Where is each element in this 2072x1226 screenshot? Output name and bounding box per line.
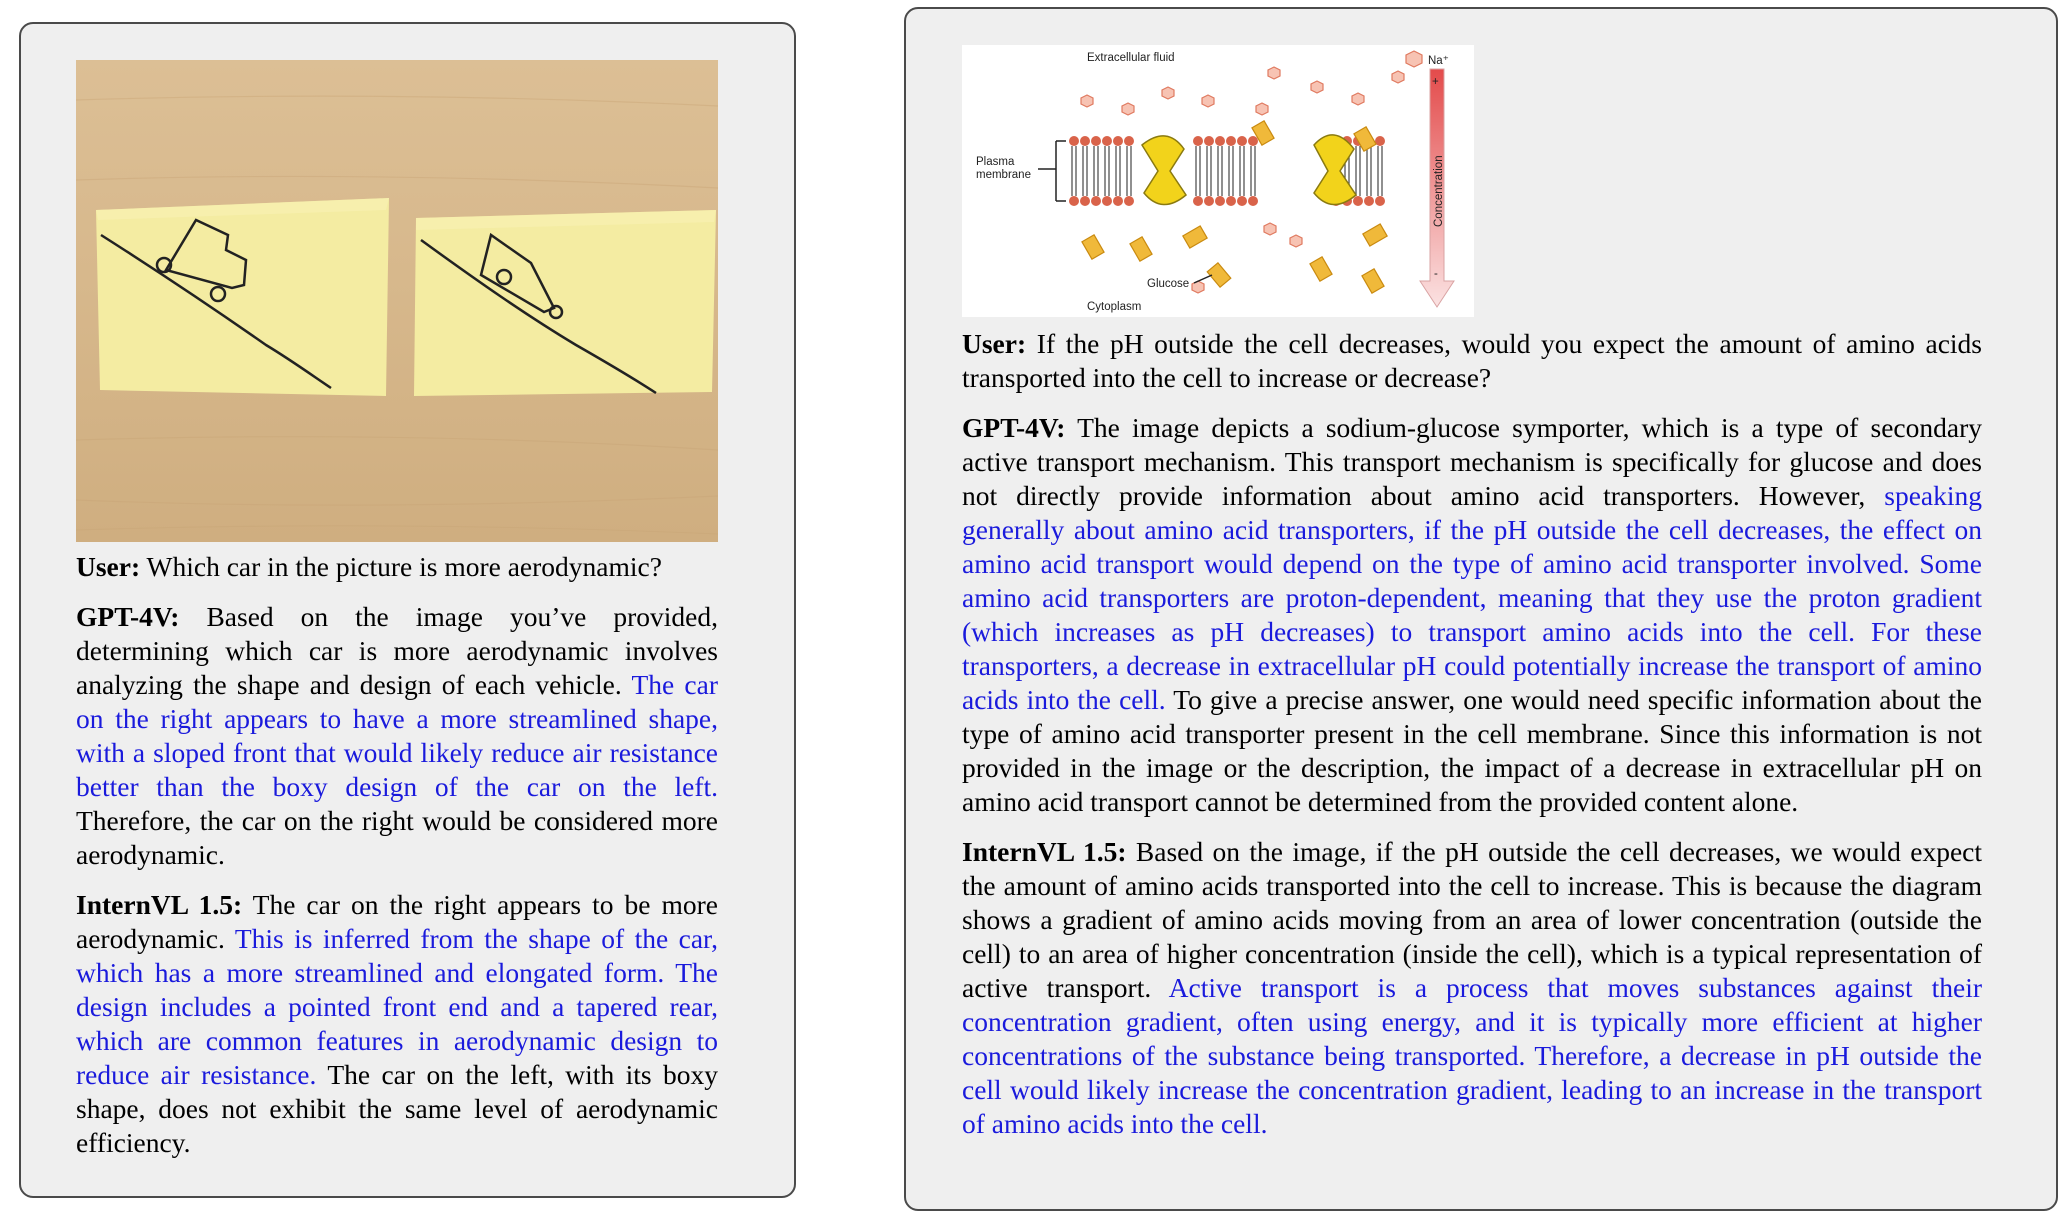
label-extracellular: Extracellular fluid <box>1087 52 1175 64</box>
label-membrane: membrane <box>976 169 1031 181</box>
symporter-protein-icon <box>1142 135 1356 205</box>
label-plasma: Plasma <box>976 156 1015 168</box>
car-sketch-illustration <box>76 60 718 542</box>
right-example-panel <box>904 7 2058 1211</box>
question-text: If the pH outside the cell decreases, would you expect the amount of amino acids transported into the cell to increase or decrease? <box>962 328 1983 393</box>
user-question <box>76 550 718 584</box>
symporter-diagram <box>962 45 1474 317</box>
left-dialogue <box>76 550 718 1176</box>
speaker-user: User: <box>962 328 1027 359</box>
label-concentration: Concentration <box>1433 155 1445 227</box>
label-minus: - <box>1434 268 1438 280</box>
answer-highlight: speaking generally about amino acid transporters, if the pH outside the cell decreases, the effect on amino acid transport would depend on the type of amino acid transporter involved. Some amino acid transporters are proton-dependent, meaning that they use the proton gradient (which increases as pH decreases) to transport amino acids into the cell. For these transporters, a decrease in extracellular pH could potentially increase the transport of amino acids into the cell. <box>962 480 1983 715</box>
answer-highlight: This is inferred from the shape of the car, which has a more streamlined and elongated form. The design includes a pointed front end and a tapered rear, which are common features in aerodynamic design to reduce air resistance. <box>76 923 718 1090</box>
speaker-internvl: InternVL 1.5: <box>76 889 243 920</box>
left-example-panel <box>19 22 796 1198</box>
sodium-ion-legend-icon <box>1406 51 1422 67</box>
sodium-glucose-symporter-illustration <box>962 45 1474 317</box>
answer-highlight: Active transport is a process that moves substances against their concentration gradient, often using energy, and it is typically more efficient at higher concentrations of the substance being transported. Therefore, a decrease in pH outside the cell would likely increase the concentration gradient, leading to an increase in the transport of amino acids into the cell. <box>962 972 1983 1139</box>
question-text: Which car in the picture is more aerodynamic? <box>146 551 662 582</box>
speaker-internvl: InternVL 1.5: <box>962 836 1127 867</box>
label-sodium: Na⁺ <box>1428 55 1449 67</box>
label-cytoplasm: Cytoplasm <box>1087 301 1142 313</box>
speaker-gpt4v: GPT-4V: <box>76 601 180 632</box>
speaker-user: User: <box>76 551 141 582</box>
answer-text-tail: The car on the left, with its boxy shape, does not exhibit the same level of aerodynamic efficiency. <box>76 1059 718 1158</box>
gpt4v-answer <box>962 411 1982 819</box>
answer-text-tail: To give a precise answer, one would need specific information about the type of amino acid transporter present in the cell membrane. Since this information is not provided in the image or the description, the impact of a decrease in extracellular pH on amino acid transport cannot be determined from the provided content alone. <box>962 684 1982 817</box>
answer-text: The image depicts a sodium-glucose symporter, which is a type of secondary active transport mechanism. This transport mechanism is specifically for glucose and does not directly provide information about amino acid transporters. However, <box>962 412 1982 511</box>
answer-text: The car on the right appears to be more aerodynamic. <box>76 889 719 954</box>
answer-text: Based on the image, if the pH outside the cell decreases, we would expect the amount of amino acids transported into the cell to increase. This is because the diagram shows a gradient of amino acids moving from an area of lower concentration (outside the cell) to an area of higher concentration (inside the cell), which is a typical representation of active transport. <box>962 836 1983 1003</box>
car-drawings-photo <box>76 60 718 542</box>
speaker-gpt4v: GPT-4V: <box>962 412 1066 443</box>
answer-highlight: The car on the right appears to have a more streamlined shape, with a sloped front that would likely reduce air resistance better than the boxy design of the car on the left. <box>76 669 718 802</box>
user-question <box>962 327 1982 395</box>
answer-text: Based on the image you’ve provided, determining which car is more aerodynamic involves analyzing the shape and design of each vehicle. <box>76 601 718 700</box>
gpt4v-answer <box>76 600 718 872</box>
label-plus: + <box>1432 76 1439 88</box>
internvl-answer <box>962 835 1982 1141</box>
label-glucose: Glucose <box>1147 278 1190 290</box>
answer-text-tail: Therefore, the car on the right would be considered more aerodynamic. <box>76 805 718 870</box>
internvl-answer <box>76 888 718 1160</box>
right-dialogue <box>962 327 1982 1157</box>
